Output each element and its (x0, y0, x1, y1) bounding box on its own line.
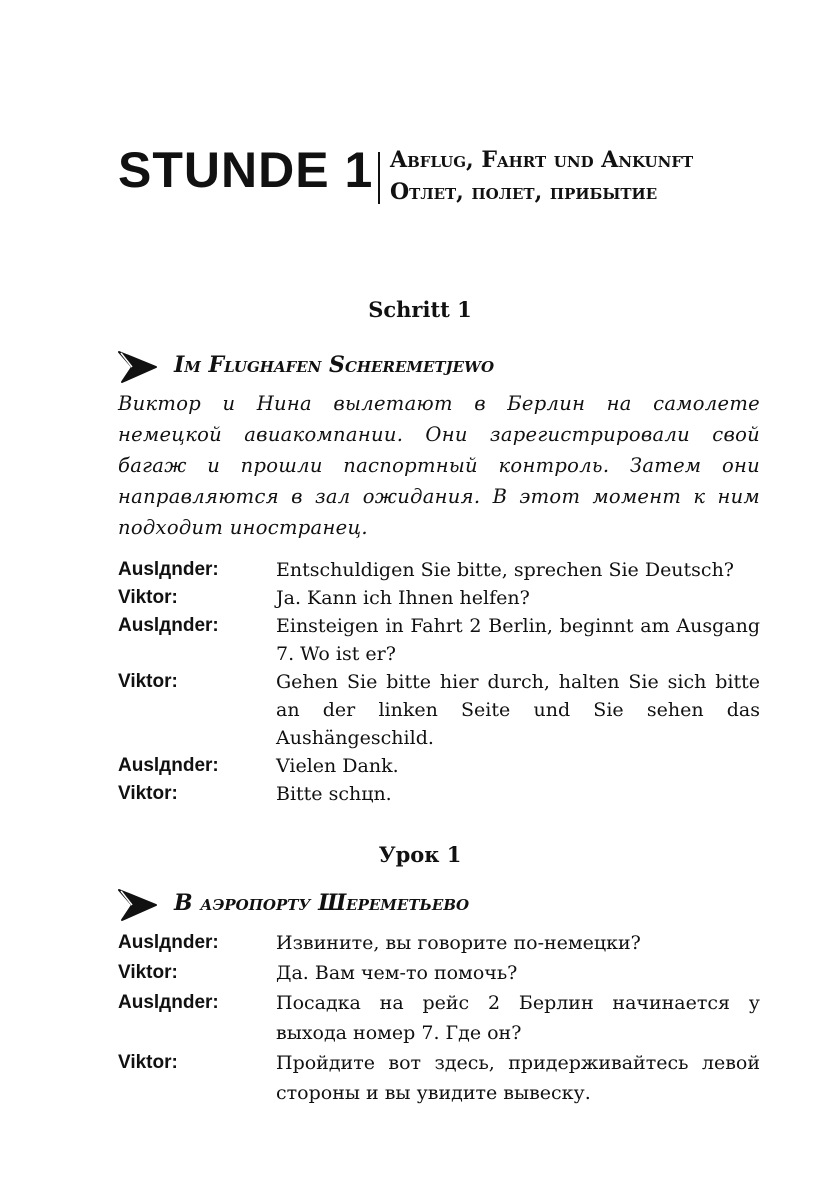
section-title-ru: В аэропорту Шереметьево (174, 890, 470, 916)
dialogue-line: Bitte schцn. (276, 783, 392, 805)
dialogue-row (118, 752, 760, 780)
dialogue-line: Vielen Dank. (276, 755, 399, 777)
speaker: Auslдnder: (118, 755, 219, 776)
speaker: Viktor: (118, 587, 178, 608)
speaker: Auslдnder: (118, 615, 219, 636)
step-title-ru: Урок 1 (378, 842, 462, 867)
arrow-pointer-icon (118, 888, 158, 922)
chapter-label: STUNDE 1 (118, 142, 374, 198)
dialogue-ru (118, 928, 760, 1108)
dialogue-row (118, 780, 760, 808)
step-title-de: Schritt 1 (368, 297, 472, 322)
section-title-de: Im Flughafen Scheremetjewo (174, 352, 495, 378)
chapter-title-ru: Отлет, полет, прибытие (390, 179, 658, 205)
dialogue-row (118, 584, 760, 612)
dialogue-line: Einsteigen in Fahrt 2 Berlin, beginnt am Ausgang 7. Wo ist er? (276, 615, 760, 665)
chapter-title-de: Abflug, Fahrt und Ankunft (390, 147, 694, 173)
dialogue-row (118, 988, 760, 1048)
speaker: Viktor: (118, 1052, 178, 1073)
dialogue-line: Пройдите вот здесь, придерживайтесь левой стороны и вы увидите вывеску. (276, 1052, 760, 1104)
dialogue-row (118, 612, 760, 668)
dialogue-line: Да. Вам чем-то помочь? (276, 962, 518, 984)
dialogue-line: Посадка на рейс 2 Берлин начинается у выхода номер 7. Где он? (276, 992, 760, 1044)
chapter-titles (390, 144, 693, 208)
speaker: Viktor: (118, 783, 178, 804)
dialogue-row (118, 1048, 760, 1108)
dialogue-row (118, 928, 760, 958)
arrow-pointer-icon (118, 350, 158, 384)
chapter-divider (378, 152, 380, 204)
speaker: Auslдnder: (118, 992, 219, 1013)
dialogue-de (118, 556, 760, 808)
dialogue-line: Ja. Kann ich Ihnen helfen? (276, 587, 530, 609)
speaker: Auslдnder: (118, 559, 219, 580)
dialogue-line: Gehen Sie bitte hier durch, halten Sie sich bitte an der linken Seite und Sie sehen das Aushängeschild. (276, 671, 760, 749)
dialogue-row (118, 556, 760, 584)
dialogue-row (118, 958, 760, 988)
speaker: Auslдnder: (118, 932, 219, 953)
dialogue-line: Entschuldigen Sie bitte, sprechen Sie Deutsch? (276, 559, 734, 581)
dialogue-line: Извините, вы говорите по-немецки? (276, 932, 641, 954)
dialogue-row (118, 668, 760, 752)
speaker: Viktor: (118, 671, 178, 692)
intro-paragraph: Виктор и Нина вылетают в Берлин на самолете немецкой авиакомпании. Они зарегистрировали свой багаж и прошли паспортный контроль. Затем они направляются в зал ожидания. В этот момент к ним подходит иностранец. (118, 392, 760, 539)
speaker: Viktor: (118, 962, 178, 983)
